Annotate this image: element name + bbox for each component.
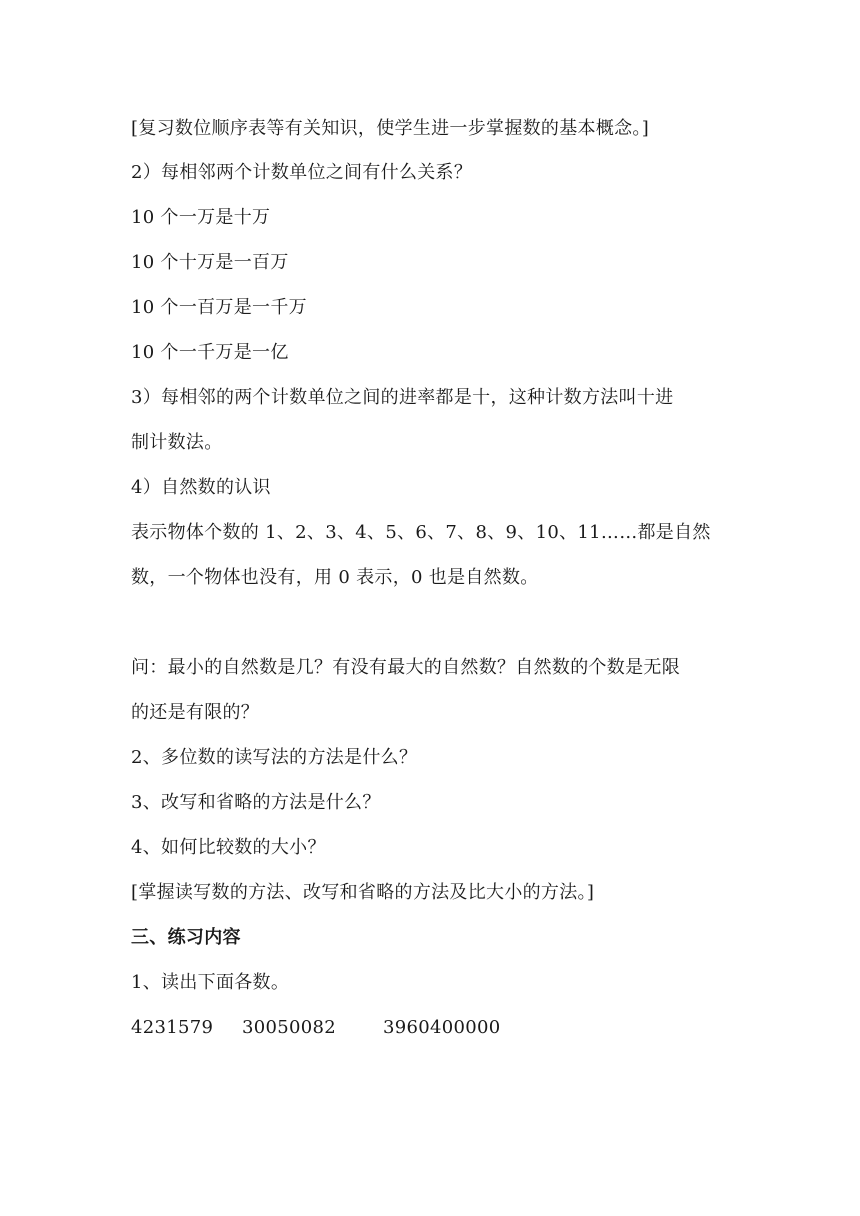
decimal-system-line-2: 制计数法。 — [131, 432, 223, 453]
number-item: 30050082 — [242, 1017, 337, 1038]
question-compare: 4、如何比较数的大小？ — [131, 837, 326, 858]
exercise-1-numbers — [131, 1016, 501, 1040]
decimal-system-line-1: 3）每相邻的两个计数单位之间的进率都是十，这种计数方法叫十进 — [131, 387, 674, 408]
natural-numbers-line-2: 数，一个物体也没有，用 0 表示，0 也是自然数。 — [131, 567, 539, 588]
number-item: 3960400000 — [383, 1017, 501, 1038]
question-read-write: 2、多位数的读写法的方法是什么？ — [131, 747, 418, 768]
natural-numbers-line-1: 表示物体个数的 1、2、3、4、5、6、7、8、9、10、11……都是自然 — [131, 522, 711, 543]
fact-bai-wan: 10 个十万是一百万 — [131, 252, 289, 273]
question-2-adjacent-units: 2）每相邻两个计数单位之间有什么关系？ — [131, 162, 473, 183]
fact-ten-wan: 10 个一万是十万 — [131, 207, 271, 228]
number-item: 4231579 — [131, 1017, 214, 1038]
exercise-1-prompt: 1、读出下面各数。 — [131, 972, 290, 993]
question-rewrite-omit: 3、改写和省略的方法是什么？ — [131, 792, 381, 813]
fact-qian-wan: 10 个一百万是一千万 — [131, 297, 307, 318]
section-heading-practice: 三、练习内容 — [131, 927, 241, 948]
method-note: [掌握读写数的方法、改写和省略的方法及比大小的方法。] — [131, 882, 595, 903]
natural-numbers-heading: 4）自然数的认识 — [131, 477, 271, 498]
review-note: [复习数位顺序表等有关知识，使学生进一步掌握数的基本概念。] — [131, 118, 650, 139]
fact-yi: 10 个一千万是一亿 — [131, 342, 289, 363]
question-smallest-line-1: 问：最小的自然数是几？有没有最大的自然数？自然数的个数是无限 — [131, 657, 680, 678]
question-smallest-line-2: 的还是有限的？ — [131, 702, 260, 723]
